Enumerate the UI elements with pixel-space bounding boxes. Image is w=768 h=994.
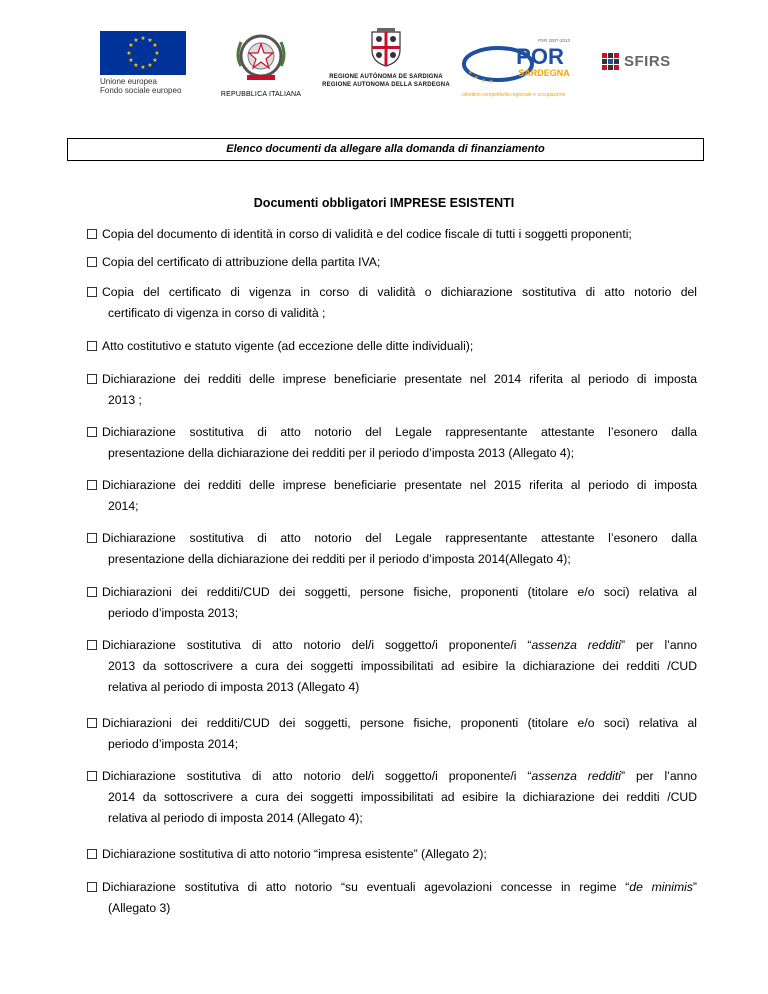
svg-text:★: ★ [154,50,160,57]
svg-text:★: ★ [128,42,134,49]
item-text: Dichiarazione sostitutiva di atto notorio del/i soggetto/i proponente/i “ [102,638,532,652]
sardegna-logo [322,28,450,89]
sardegna-caption [322,73,450,89]
svg-text:★: ★ [152,42,158,49]
item-text-cont: 2014; [108,499,139,513]
por-top-text: PSR 2007-2013 [537,38,571,43]
checklist-item [87,582,697,624]
checklist-item [87,224,697,245]
svg-text:★: ★ [140,64,146,71]
por-emblem-icon [462,36,578,86]
italian-emblem-icon [233,28,289,84]
item-text: Copia del documento di identità in corso di validità e del codice fiscale di tutti i soggetti proponenti; [102,227,632,241]
eu-caption-line2: Fondo sociale europeo [100,86,182,95]
item-text-cont: 2013 ; [108,393,142,407]
checklist-item [87,252,697,273]
item-text: ” [692,880,697,894]
document-title: Elenco documenti da allegare alla domanda di finanziamento [226,143,545,155]
checkbox-icon[interactable] [87,480,97,490]
svg-text:★: ★ [126,50,132,57]
checklist-item [87,844,697,865]
checkbox-icon[interactable] [87,257,97,267]
svg-text:★: ★ [481,78,486,84]
checklist-item [87,475,697,517]
eu-logo [100,31,188,95]
item-text-emphasis: assenza redditi [531,638,621,652]
checkbox-icon[interactable] [87,882,97,892]
item-text: Dichiarazione sostitutiva di atto notorio del/i soggetto/i proponente/i “ [102,769,532,783]
checklist-item [87,528,697,570]
checkbox-icon[interactable] [87,341,97,351]
item-text-cont: periodo d’imposta 2013; [108,606,239,620]
item-text: Dichiarazione sostitutiva di atto notorio del Legale rappresentante attestante l’esonero dalla [102,531,697,545]
svg-text:★: ★ [140,35,146,42]
item-text: Dichiarazione sostitutiva di atto notorio “su eventuali agevolazioni concesse in regime “ [102,880,630,894]
checklist-item [87,336,697,357]
checkbox-icon[interactable] [87,718,97,728]
item-text: Dichiarazione sostitutiva di atto notorio del Legale rappresentante attestante l’esonero dalla [102,425,697,439]
sardegna-crest-icon [369,28,403,68]
eu-caption-line1: Unione europea [100,77,157,86]
por-word: POR [516,44,564,69]
item-text: Copia del certificato di vigenza in corso di validità o dichiarazione sostitutiva di atto notorio del [102,285,697,299]
checklist-item [87,766,697,829]
checklist-item [87,713,697,755]
sardegna-caption-line2: REGIONE AUTONOMA DELLA SARDEGNA [322,82,450,88]
sfirs-text: SFIRS [624,53,671,70]
item-text: Dichiarazione dei redditi delle imprese beneficiarie presentate nel 2015 riferita al periodo di imposta [102,478,697,492]
checkbox-icon[interactable] [87,640,97,650]
item-text-cont: relativa al periodo di imposta 2013 (Allegato 4) [108,680,360,694]
item-text-cont: (Allegato 3) [108,901,171,915]
item-text-cont: presentazione della dichiarazione dei redditi per il periodo d’imposta 2014(Allegato 4); [108,552,571,566]
item-text-cont: periodo d’imposta 2014; [108,737,239,751]
eu-caption [100,77,188,95]
item-text: Copia del certificato di attribuzione della partita IVA; [102,255,381,269]
checkbox-icon[interactable] [87,533,97,543]
item-text-cont: 2013 da sottoscrivere a cura dei soggetti impossibilitati ad esibire la dichiarazione dei redditi /CUD [108,659,697,673]
checklist-item [87,369,697,411]
item-text: ” per l’anno [620,769,697,783]
por-sub: SARDEGNA [518,68,570,78]
item-text: Dichiarazione dei redditi delle imprese beneficiarie presentate nel 2014 riferita al periodo di imposta [102,372,697,386]
item-text-cont: relativa al periodo di imposta 2014 (Allegato 4); [108,811,363,825]
item-text: Dichiarazioni dei redditi/CUD dei soggetti, persone fisiche, proponenti (titolare e/o soci) relativa al [102,585,697,599]
checkbox-icon[interactable] [87,587,97,597]
svg-text:★: ★ [133,62,139,69]
sardegna-caption-line1: REGIONE AUTÒNOMA DE SARDIGNA [329,74,443,80]
repubblica-caption: REPUBBLICA ITALIANA [220,91,302,98]
checklist-item [87,282,697,324]
svg-text:★: ★ [147,37,153,44]
item-text-emphasis: assenza redditi [531,769,621,783]
svg-text:★: ★ [468,70,473,76]
svg-text:★: ★ [147,62,153,69]
item-text-cont: 2014 da sottoscrivere a cura dei soggetti impossibilitati ad esibire la dichiarazione dei redditi /CUD [108,790,697,804]
svg-text:★: ★ [474,75,479,81]
repubblica-logo [213,28,309,99]
por-caption: obiettivo competitività regionale e occupazione [462,92,566,98]
item-text-cont: certificato di vigenza in corso di validità ; [108,306,326,320]
document-title-box [67,138,704,161]
checkbox-icon[interactable] [87,287,97,297]
checkbox-icon[interactable] [87,849,97,859]
svg-text:★: ★ [133,37,139,44]
item-text: Dichiarazioni dei redditi/CUD dei soggetti, persone fisiche, proponenti (titolare e/o soci) relativa al [102,716,697,730]
checklist-item [87,422,697,464]
checkbox-icon[interactable] [87,374,97,384]
checkbox-icon[interactable] [87,771,97,781]
item-text: Dichiarazione sostitutiva di atto notorio “impresa esistente” (Allegato 2); [102,847,487,861]
checkbox-icon[interactable] [87,229,97,239]
eu-flag-icon [100,31,186,75]
checkbox-icon[interactable] [87,427,97,437]
sfirs-grid-icon [602,53,622,73]
logo-row [0,26,768,126]
item-text: ” per l’anno [620,638,697,652]
item-text-emphasis: de minimis [629,880,693,894]
checklist-item [87,877,697,919]
section-heading: Documenti obbligatori IMPRESE ESISTENTI [253,196,515,210]
item-text: Atto costitutivo e statuto vigente (ad eccezione delle ditte individuali); [102,339,474,353]
svg-text:★: ★ [489,79,494,85]
svg-text:★: ★ [128,57,134,64]
item-text-cont: presentazione della dichiarazione dei redditi per il periodo d’imposta 2013 (Allegato 4); [108,446,575,460]
svg-text:★: ★ [152,57,158,64]
checklist-item [87,635,697,698]
por-sardegna-logo [462,36,578,98]
